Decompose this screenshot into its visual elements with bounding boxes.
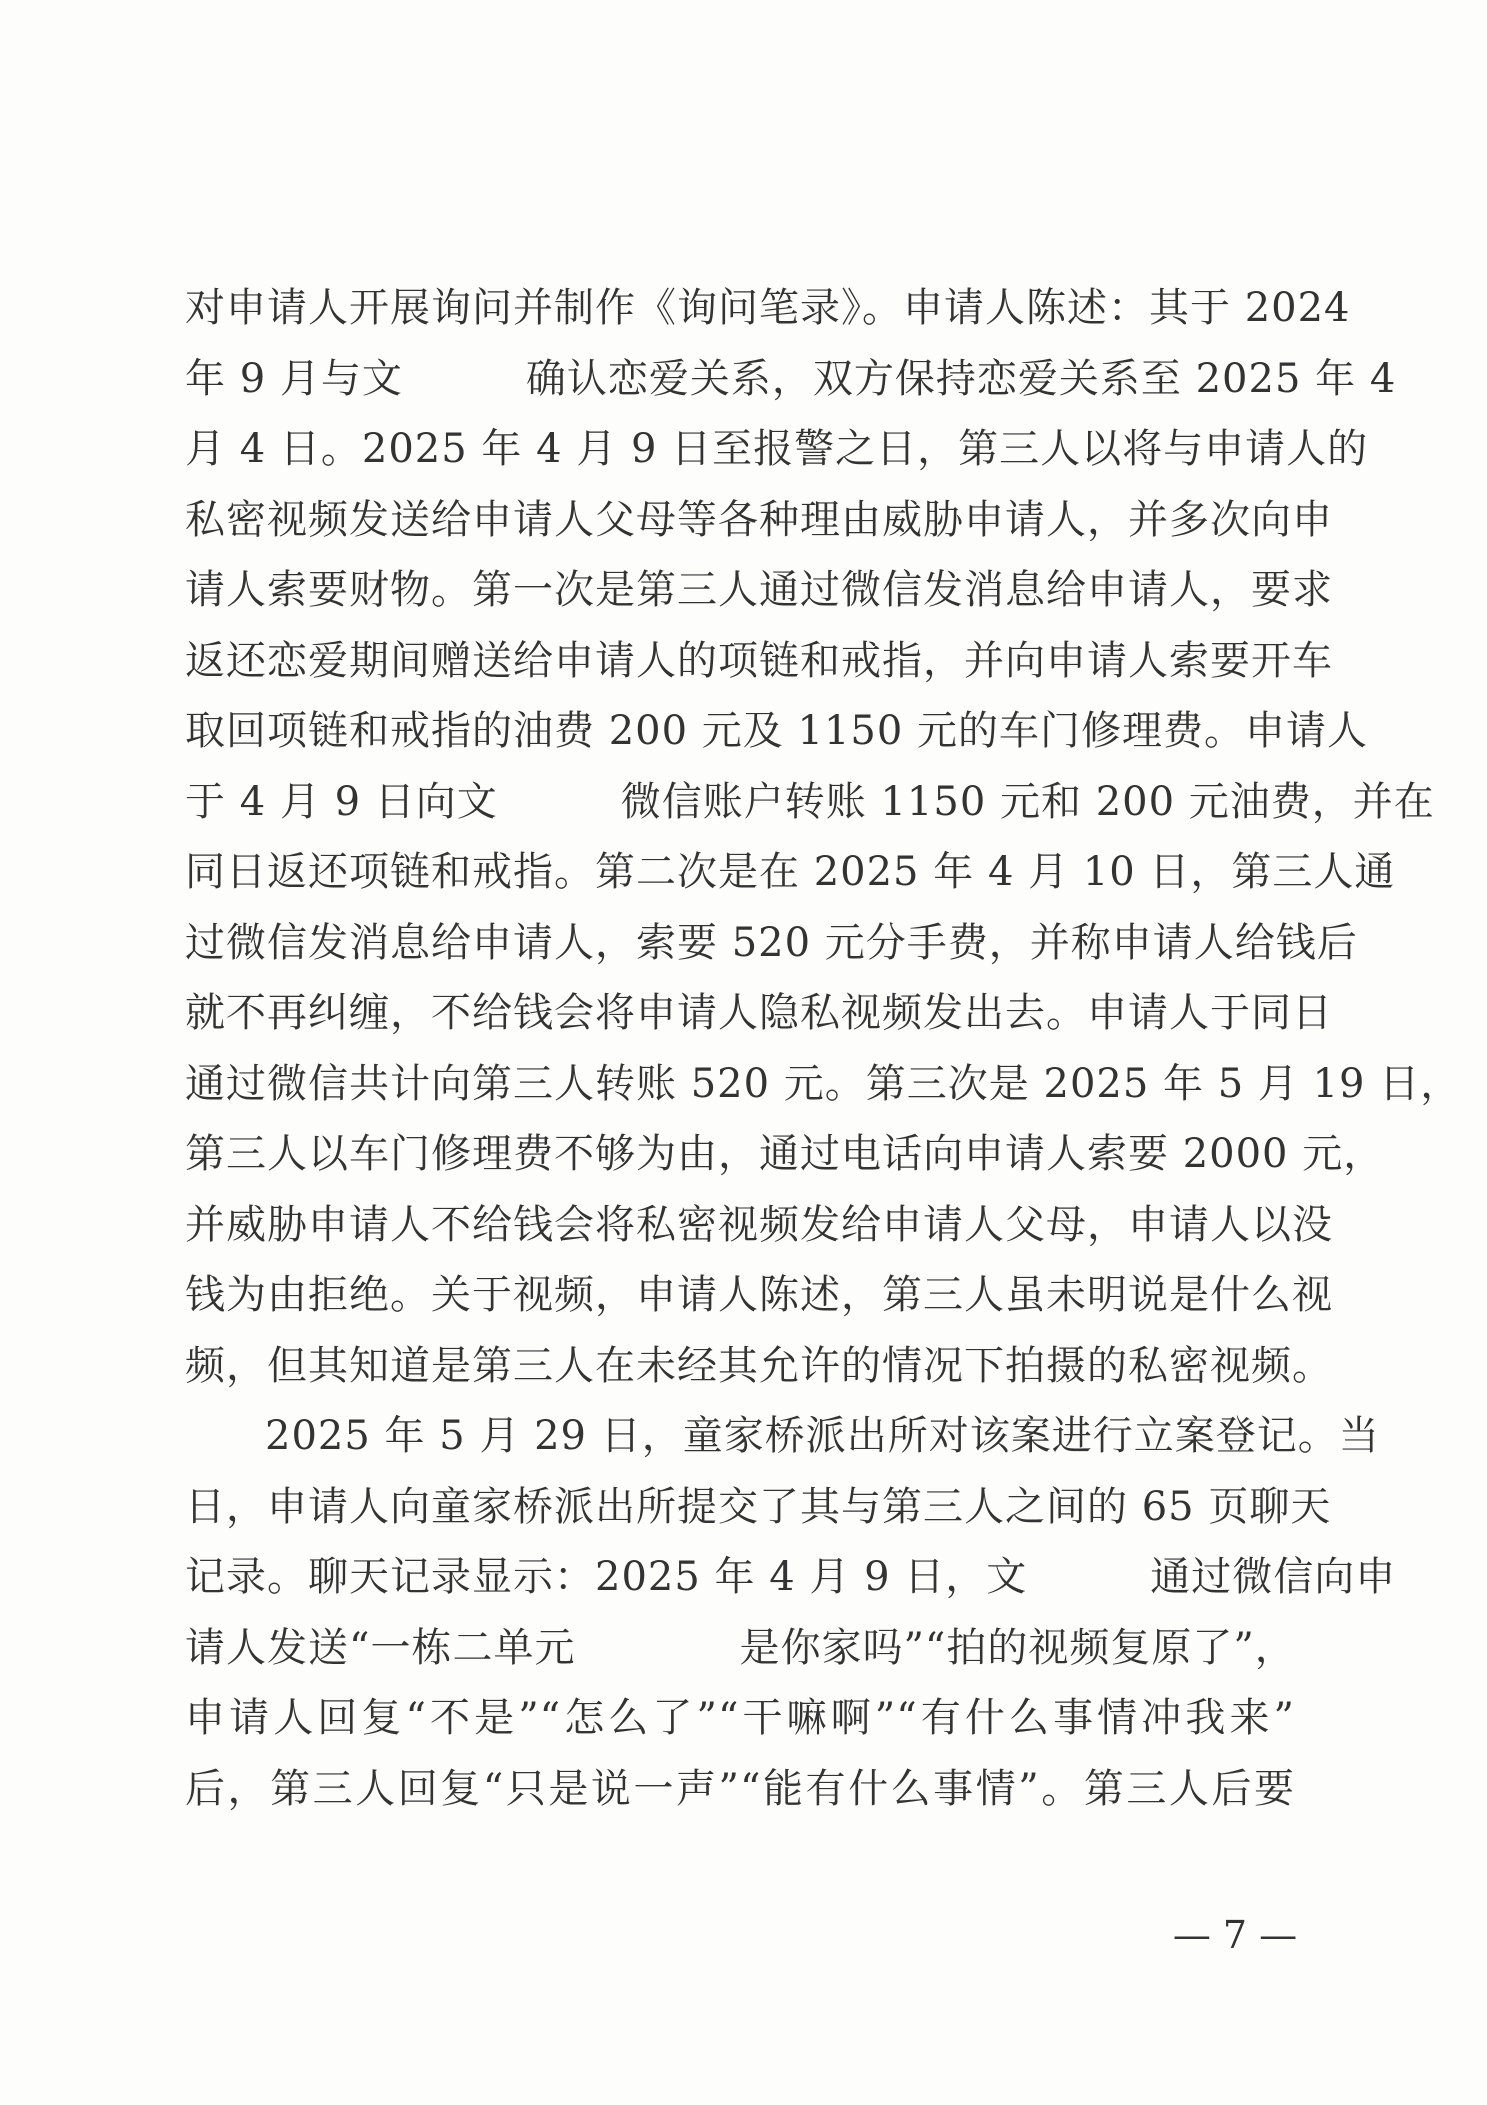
text-line-21: 申请人回复“不是”“怎么了”“干嘛啊”“有什么事情冲我来” (185, 1695, 1295, 1741)
text-line-19: 记录。聊天记录显示：2025 年 4 月 9 日，文 通过微信向申 (185, 1554, 1397, 1600)
text-line-11: 就不再纠缠，不给钱会将申请人隐私视频发出去。申请人于同日 (185, 990, 1333, 1036)
text-line-17: 2025 年 5 月 29 日，童家桥派出所对该案进行立案登记。当 (265, 1413, 1380, 1459)
text-line-6: 返还恋爱期间赠送给申请人的项链和戒指，并向申请人索要开车 (185, 637, 1333, 684)
text-line-15: 钱为由拒绝。关于视频，申请人陈述，第三人虽未明说是什么视 (185, 1272, 1333, 1318)
text-line-14: 并威胁申请人不给钱会将私密视频发给申请人父母，申请人以没 (185, 1201, 1333, 1248)
text-line-10: 过微信发消息给申请人，索要 520 元分手费，并称申请人给钱后 (185, 919, 1358, 966)
text-line-3: 月 4 日。2025 年 4 月 9 日至报警之日，第三人以将与申请人的 (185, 426, 1369, 472)
text-line-20: 请人发送“一栋二单元 是你家吗”“拍的视频复原了”， (185, 1624, 1296, 1671)
text-line-2: 年 9 月与文 确认恋爱关系，双方保持恋爱关系至 2025 年 4 (185, 355, 1397, 402)
text-line-7: 取回项链和戒指的油费 200 元及 1150 元的车门修理费。申请人 (185, 708, 1369, 754)
text-line-4: 私密视频发送给申请人父母等各种理由威胁申请人，并多次向申 (185, 496, 1333, 543)
text-line-22: 后，第三人回复“只是说一声”“能有什么事情”。第三人后要 (185, 1765, 1295, 1812)
text-line-1: 对申请人开展询问并制作《询问笔录》。申请人陈述：其于 2024 (185, 285, 1351, 331)
text-line-13: 第三人以车门修理费不够为由，通过电话向申请人索要 2000 元， (185, 1131, 1385, 1177)
text-line-18: 日，申请人向童家桥派出所提交了其与第三人之间的 65 页聊天 (185, 1483, 1332, 1530)
text-line-5: 请人索要财物。第一次是第三人通过微信发消息给申请人，要求 (185, 567, 1333, 613)
text-line-9: 同日返还项链和戒指。第二次是在 2025 年 4 月 10 日，第三人通 (185, 849, 1396, 895)
page-number: — 7 — (1172, 1913, 1298, 1957)
body-text (185, 273, 1462, 1824)
text-line-8: 于 4 月 9 日向文 微信账户转账 1150 元和 200 元油费，并在 (185, 778, 1435, 825)
text-line-16: 频，但其知道是第三人在未经其允许的情况下拍摄的私密视频。 (185, 1342, 1333, 1389)
text-line-12: 通过微信共计向第三人转账 520 元。第三次是 2025 年 5 月 19 日， (185, 1060, 1462, 1107)
